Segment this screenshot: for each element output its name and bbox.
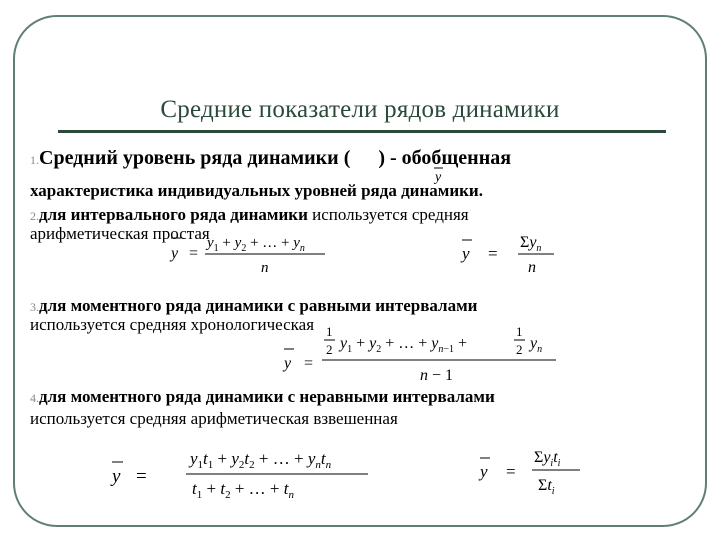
svg-text:=: = xyxy=(136,466,147,487)
svg-text:y: y xyxy=(462,244,470,263)
item-4-text: для моментного ряда динамики с неравными интервалами xyxy=(39,387,495,406)
svg-text:y1t1 + y2t2 + … + yntn: $y_1t_1 + y_2t_2$ + … + $y_nt_n$ xyxy=(190,449,332,471)
item-2-bold: для интервального ряда динамики xyxy=(39,205,308,224)
svg-text:y: y xyxy=(284,355,292,372)
svg-text:=: = xyxy=(488,244,498,263)
svg-text:y: y xyxy=(171,245,179,262)
item-2-line-2: арифметическая простая xyxy=(30,224,210,243)
svg-text:1: 1 xyxy=(516,324,523,339)
svg-text:=: = xyxy=(506,462,516,481)
formula-chronological-mean xyxy=(278,318,568,386)
svg-text:2: 2 xyxy=(516,342,523,357)
title-divider xyxy=(58,130,666,133)
svg-text:=: = xyxy=(189,245,199,262)
item-3-text: для моментного ряда динамики с равными интервалами xyxy=(39,296,478,315)
svg-text:Σyn: $\Sigma y_n$ xyxy=(520,234,542,254)
svg-text:y1 + y2 + … + yn−1 +: $y_1 + y_2$ + … + $y_{n-1}$ + xyxy=(340,335,468,355)
slide-title: Средние показатели рядов динамики xyxy=(160,96,560,123)
item-2-number: 2. xyxy=(30,209,39,223)
svg-text:Σti: $\Sigma t_i$ xyxy=(538,477,555,494)
item-3-number: 3. xyxy=(30,300,39,314)
svg-text:1: 1 xyxy=(326,324,333,339)
svg-text:y: y xyxy=(435,170,442,184)
item-4-number: 4. xyxy=(30,391,39,405)
item-3-line-2: используется средняя хронологическая xyxy=(30,315,315,334)
svg-text:n − 1: n − 1 xyxy=(420,367,454,384)
svg-text:n: n xyxy=(528,259,536,276)
svg-text:=: = xyxy=(304,355,314,372)
item-2-rest: используется средняя xyxy=(312,205,469,224)
svg-text:y: y xyxy=(112,466,121,487)
svg-text:t1 + t2 + … + tn: $t_1 + t_2$ + … + $t_n$ xyxy=(192,479,294,500)
item-3-line-1 xyxy=(30,296,477,317)
item-1-lead: Средний уровень ряда динамики ( xyxy=(39,147,351,169)
formula-sum-mean xyxy=(458,226,568,278)
svg-text:y1 + y2 + … + yn: $y_1 + y_2$ + … + $y_n$ xyxy=(207,235,305,254)
item-1-line-2: характеристика индивидуальных уровней ряда динамики. xyxy=(30,181,483,200)
svg-text:yn: $y_n$ xyxy=(530,335,543,355)
formula-simple-mean xyxy=(165,228,335,278)
item-2-line-1 xyxy=(30,205,469,226)
item-4-line-1 xyxy=(30,387,495,408)
item-1-close: ) - обобщенная xyxy=(378,147,512,169)
item-1-number: 1. xyxy=(30,153,39,167)
formula-weighted-mean xyxy=(106,440,376,500)
formula-sum-weighted-mean xyxy=(476,438,586,494)
svg-text:n: n xyxy=(261,260,269,276)
svg-text:2: 2 xyxy=(326,342,333,357)
svg-text:Σyiti: $\Sigma y_it_i$ xyxy=(534,449,561,469)
svg-text:y: y xyxy=(480,462,488,481)
item-4-line-2: используется средняя арифметическая взвешенная xyxy=(30,409,398,428)
